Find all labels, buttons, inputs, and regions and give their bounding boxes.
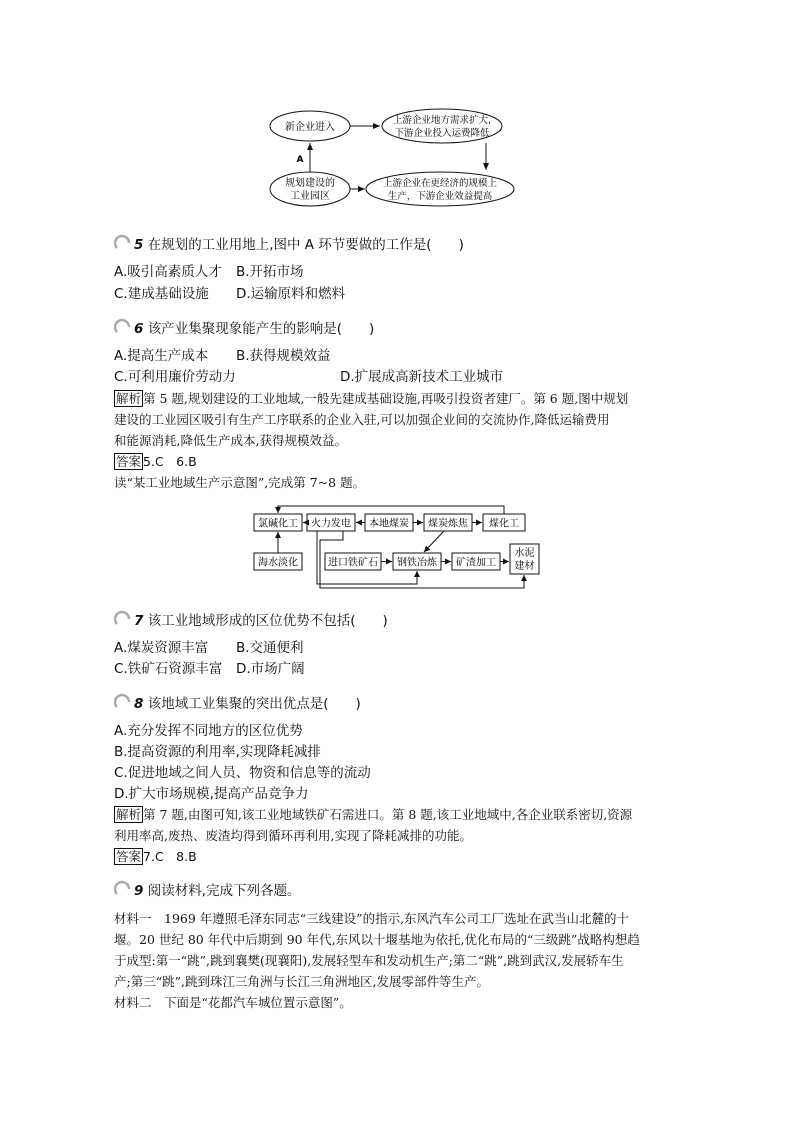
q7-option-a: A.煤炭资源丰富 bbox=[114, 640, 209, 656]
loop-coalchem-to-chlor bbox=[278, 506, 504, 514]
material-1-line-1: 材料一 1969 年遵照毛泽东同志“三线建设”的指示,东风汽车公司工厂选址在武当山北麓的十 bbox=[114, 911, 630, 926]
q8-option-d: D.扩大市场规模,提高产品竞争力 bbox=[114, 786, 309, 802]
label-imported-ore: 进口铁矿石 bbox=[328, 557, 378, 569]
q7-option-c: C.铁矿石资源丰富 bbox=[114, 661, 223, 677]
label-slag: 矿渣加工 bbox=[456, 557, 496, 569]
arrow-coking-to-steel bbox=[424, 531, 444, 552]
park-label-2: 工业园区 bbox=[290, 191, 330, 202]
question-number-icon bbox=[114, 318, 132, 336]
question-number: 5 bbox=[134, 237, 144, 253]
label-coking: 煤炭炼焦 bbox=[428, 518, 468, 530]
economy-scale-label-2: 生产，下游企业效益提高 bbox=[387, 191, 493, 202]
q7-option-d: D.市场广阔 bbox=[236, 661, 305, 677]
q5-option-a: A.吸引高素质人才 bbox=[114, 264, 222, 280]
q6-option-b: B.获得规模效益 bbox=[236, 348, 331, 364]
answer-2: 答案 7.C 8.B bbox=[116, 849, 197, 864]
economy-scale-label-1: 上游企业在更经济的规模上 bbox=[382, 178, 498, 189]
question-number-icon bbox=[114, 693, 132, 711]
question-number: 9 bbox=[134, 883, 144, 899]
explanation-tag: 解析 bbox=[116, 391, 142, 406]
q8-option-a: A.充分发挥不同地方的区位优势 bbox=[114, 723, 303, 739]
question-stem: 在规划的工业用地上,图中 A 环节要做的工作是( ) bbox=[147, 237, 464, 253]
label-steel: 钢铁冶炼 bbox=[397, 557, 437, 569]
question-number: 7 bbox=[134, 613, 144, 629]
q5-option-c: C.建成基础设施 bbox=[114, 286, 209, 302]
answer-1: 答案 5.C 6.B bbox=[116, 454, 197, 469]
label-cement-1: 水泥 bbox=[514, 548, 535, 559]
question-stem: 该产业集聚现象能产生的影响是( ) bbox=[147, 321, 375, 337]
question-9 bbox=[114, 880, 301, 900]
q5-option-d: D.运输原料和燃料 bbox=[236, 286, 346, 302]
question-number-icon bbox=[114, 610, 132, 628]
label-coal-chemical: 煤化工 bbox=[489, 518, 519, 530]
q5-option-b: B.开拓市场 bbox=[236, 264, 304, 280]
question-stem: 该地域工业集聚的突出优点是( ) bbox=[147, 696, 361, 712]
explanation-2-line-2: 利用率高,废热、废渣均得到循环再利用,实现了降耗减排的功能。 bbox=[114, 828, 472, 843]
new-enterprise-label: 新企业进入 bbox=[285, 122, 335, 133]
question-number-icon bbox=[114, 234, 132, 252]
upstream-demand-label-1: 上游企业地方需求扩大, bbox=[392, 115, 492, 126]
label-cement-2: 建材 bbox=[514, 561, 535, 572]
answer-tag: 答案 bbox=[116, 454, 142, 469]
label-a: A bbox=[296, 155, 304, 165]
question-stem: 阅读材料,完成下列各题。 bbox=[147, 883, 301, 899]
label-chlor-alkali: 氯碱化工 bbox=[258, 518, 298, 530]
q8-option-c: C.促进地域之间人员、物资和信息等的流动 bbox=[114, 765, 371, 781]
question-number: 8 bbox=[134, 696, 144, 712]
material-2: 材料二 下面是“花都汽车城位置示意图”。 bbox=[114, 995, 352, 1010]
question-5 bbox=[114, 234, 464, 254]
question-stem: 该工业地域形成的区位优势不包括( ) bbox=[147, 613, 388, 629]
industrial-park-diagram bbox=[268, 108, 528, 208]
intro-q7-8: 读“某工业地域生产示意图”,完成第 7~8 题。 bbox=[114, 475, 366, 490]
q8-option-b: B.提高资源的利用率,实现降耗减排 bbox=[114, 744, 321, 760]
industrial-region-diagram bbox=[248, 500, 548, 596]
q7-option-b: B.交通便利 bbox=[236, 640, 304, 656]
question-8 bbox=[114, 693, 361, 713]
label-thermal-power: 火力发电 bbox=[311, 518, 351, 530]
explanation-2-line-1: 解析 第 7 题,由图可知,该工业地域铁矿石需进口。第 8 题,该工业地域中,各企业联系密切,资源 bbox=[116, 807, 633, 822]
q6-option-c: C.可利用廉价劳动力 bbox=[114, 369, 236, 385]
question-number: 6 bbox=[134, 321, 144, 337]
explanation-1-line-3: 和能源消耗,降低生产成本,获得规模效益。 bbox=[114, 433, 347, 448]
explanation-tag: 解析 bbox=[116, 807, 142, 822]
material-1-line-3: 于成型:第一“跳”,跳到襄樊(现襄阳),发展轻型车和发动机生产;第二“跳”,跳到武汉,发展轿车生 bbox=[114, 953, 624, 968]
label-desalination: 海水淡化 bbox=[258, 557, 298, 569]
answer-tag: 答案 bbox=[116, 849, 142, 864]
question-number-icon bbox=[114, 880, 132, 898]
material-1-line-4: 产;第三“跳”,跳到珠江三角洲与长江三角洲地区,发展零部件等生产。 bbox=[114, 974, 489, 989]
explanation-1-line-2: 建设的工业园区吸引有生产工序联系的企业入驻,可以加强企业间的交流协作,降低运输费用 bbox=[114, 412, 610, 427]
q6-option-a: A.提高生产成本 bbox=[114, 348, 209, 364]
explanation-1-line-1: 解析 第 5 题,规划建设的工业地域,一般先建成基础设施,再吸引投资者建厂。第 6 题,图中规划 bbox=[116, 391, 629, 406]
question-7 bbox=[114, 610, 388, 630]
q6-option-d: D.扩展成高新技术工业城市 bbox=[340, 369, 504, 385]
label-local-coal: 本地煤炭 bbox=[369, 518, 409, 530]
upstream-demand-label-2: 下游企业投入运费降低 bbox=[394, 128, 490, 139]
park-label-1: 规划建设的 bbox=[285, 178, 335, 189]
question-6 bbox=[114, 318, 374, 338]
material-1-line-2: 堰。20 世纪 80 年代中后期到 90 年代,东风以十堰基地为依托,优化布局的“三级跳”战略构想趋 bbox=[114, 932, 640, 947]
